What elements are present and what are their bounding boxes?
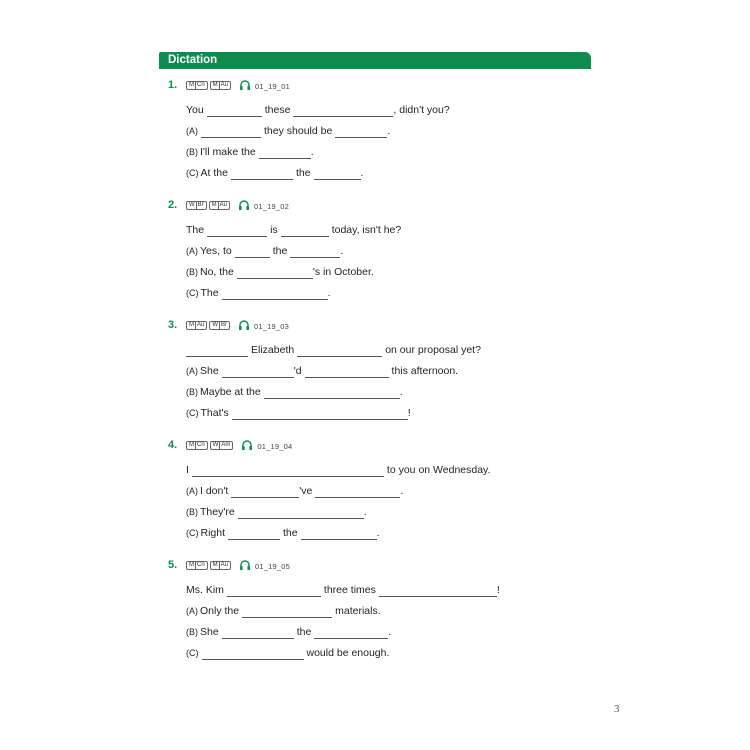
section-title: Dictation: [168, 54, 218, 66]
prompt-line: Ms. Kim three times !: [186, 584, 500, 596]
answer-blank[interactable]: [335, 127, 387, 138]
prompt-line: You these , didn't you?: [186, 104, 450, 116]
answer-blank[interactable]: [305, 367, 389, 378]
answer-blank[interactable]: [201, 127, 261, 138]
answer-blank[interactable]: [222, 289, 328, 300]
option-b-line: (B) She the .: [186, 626, 392, 638]
speaker-badge: W Br: [186, 201, 207, 210]
answer-blank[interactable]: [232, 409, 408, 420]
speaker-badge: M Cn: [186, 81, 208, 90]
answer-blank[interactable]: [231, 487, 299, 498]
track-number: 01_19_04: [257, 442, 293, 451]
question-1: [168, 78, 598, 180]
headphones-icon[interactable]: [239, 79, 251, 91]
headphones-icon[interactable]: [241, 439, 253, 451]
question-number: 1.: [168, 79, 178, 91]
track-number: 01_19_05: [255, 562, 290, 571]
answer-blank[interactable]: [222, 628, 294, 639]
answer-blank[interactable]: [237, 268, 313, 279]
track-number: 01_19_02: [254, 202, 289, 211]
speaker-badge: M Au: [210, 561, 231, 570]
option-a-line: (A) Yes, to the .: [186, 245, 344, 257]
question-number: 3.: [168, 319, 178, 331]
headphones-icon[interactable]: [238, 319, 250, 331]
speaker-badge: W Br: [209, 321, 230, 330]
answer-blank[interactable]: [290, 247, 340, 258]
question-header: [168, 438, 598, 452]
headphones-icon[interactable]: [238, 199, 250, 211]
answer-blank[interactable]: [207, 226, 267, 237]
speaker-badge: M Cn: [186, 561, 208, 570]
question-number: 5.: [168, 559, 178, 571]
answer-blank[interactable]: [259, 148, 311, 159]
answer-blank[interactable]: [207, 106, 262, 117]
answer-blank[interactable]: [235, 247, 270, 258]
answer-blank[interactable]: [293, 106, 393, 117]
option-c-line: (C) That's !: [186, 407, 411, 419]
answer-blank[interactable]: [314, 169, 361, 180]
speaker-badge: M Au: [210, 81, 231, 90]
question-2: [168, 198, 598, 300]
option-b-line: (B) They're .: [186, 506, 367, 518]
speaker-badge: W Am: [210, 441, 234, 450]
answer-blank[interactable]: [231, 169, 293, 180]
track-number: 01_19_01: [255, 82, 290, 91]
question-header: [168, 198, 598, 212]
option-a-line: (A) She 'd this afternoon.: [186, 365, 459, 377]
option-c-line: (C) The .: [186, 287, 331, 299]
question-5: [168, 558, 598, 660]
track-number: 01_19_03: [254, 322, 289, 331]
answer-blank[interactable]: [202, 649, 304, 660]
question-header: [168, 318, 598, 332]
speaker-badge: M Au: [186, 321, 207, 330]
option-b-line: (B) Maybe at the .: [186, 386, 403, 398]
prompt-line: The is today, isn't he?: [186, 224, 402, 236]
answer-blank[interactable]: [315, 487, 400, 498]
answer-blank[interactable]: [228, 529, 280, 540]
answer-blank[interactable]: [192, 466, 384, 477]
answer-blank[interactable]: [264, 388, 400, 399]
option-a-line: (A) I don't 've .: [186, 485, 404, 497]
section-header: [159, 52, 591, 69]
option-c-line: (C) would be enough.: [186, 647, 390, 659]
answer-blank[interactable]: [222, 367, 294, 378]
answer-blank[interactable]: [301, 529, 377, 540]
answer-blank[interactable]: [186, 346, 248, 357]
answer-blank[interactable]: [379, 586, 497, 597]
page-number: 3: [614, 703, 620, 715]
option-b-line: (B) No, the 's in October.: [186, 266, 374, 278]
option-b-line: (B) I'll make the .: [186, 146, 314, 158]
option-a-line: (A) they should be .: [186, 125, 391, 137]
answer-blank[interactable]: [281, 226, 329, 237]
question-header: [168, 558, 598, 572]
speaker-badge: M Cn: [186, 441, 208, 450]
option-a-line: (A) Only the materials.: [186, 605, 381, 617]
prompt-line: Elizabeth on our proposal yet?: [186, 343, 598, 357]
question-number: 2.: [168, 199, 178, 211]
answer-blank[interactable]: [227, 586, 321, 597]
answer-blank[interactable]: [297, 346, 382, 357]
question-3: [168, 318, 598, 420]
option-c-line: (C) Right the .: [186, 527, 380, 539]
answer-blank[interactable]: [242, 607, 332, 618]
option-c-line: (C) At the the .: [186, 167, 364, 179]
question-number: 4.: [168, 439, 178, 451]
question-4: [168, 438, 598, 540]
answer-blank[interactable]: [314, 628, 388, 639]
question-header: [168, 78, 598, 92]
answer-blank[interactable]: [238, 508, 364, 519]
headphones-icon[interactable]: [239, 559, 251, 571]
prompt-line: I to you on Wednesday.: [186, 464, 491, 476]
speaker-badge: M Au: [209, 201, 230, 210]
